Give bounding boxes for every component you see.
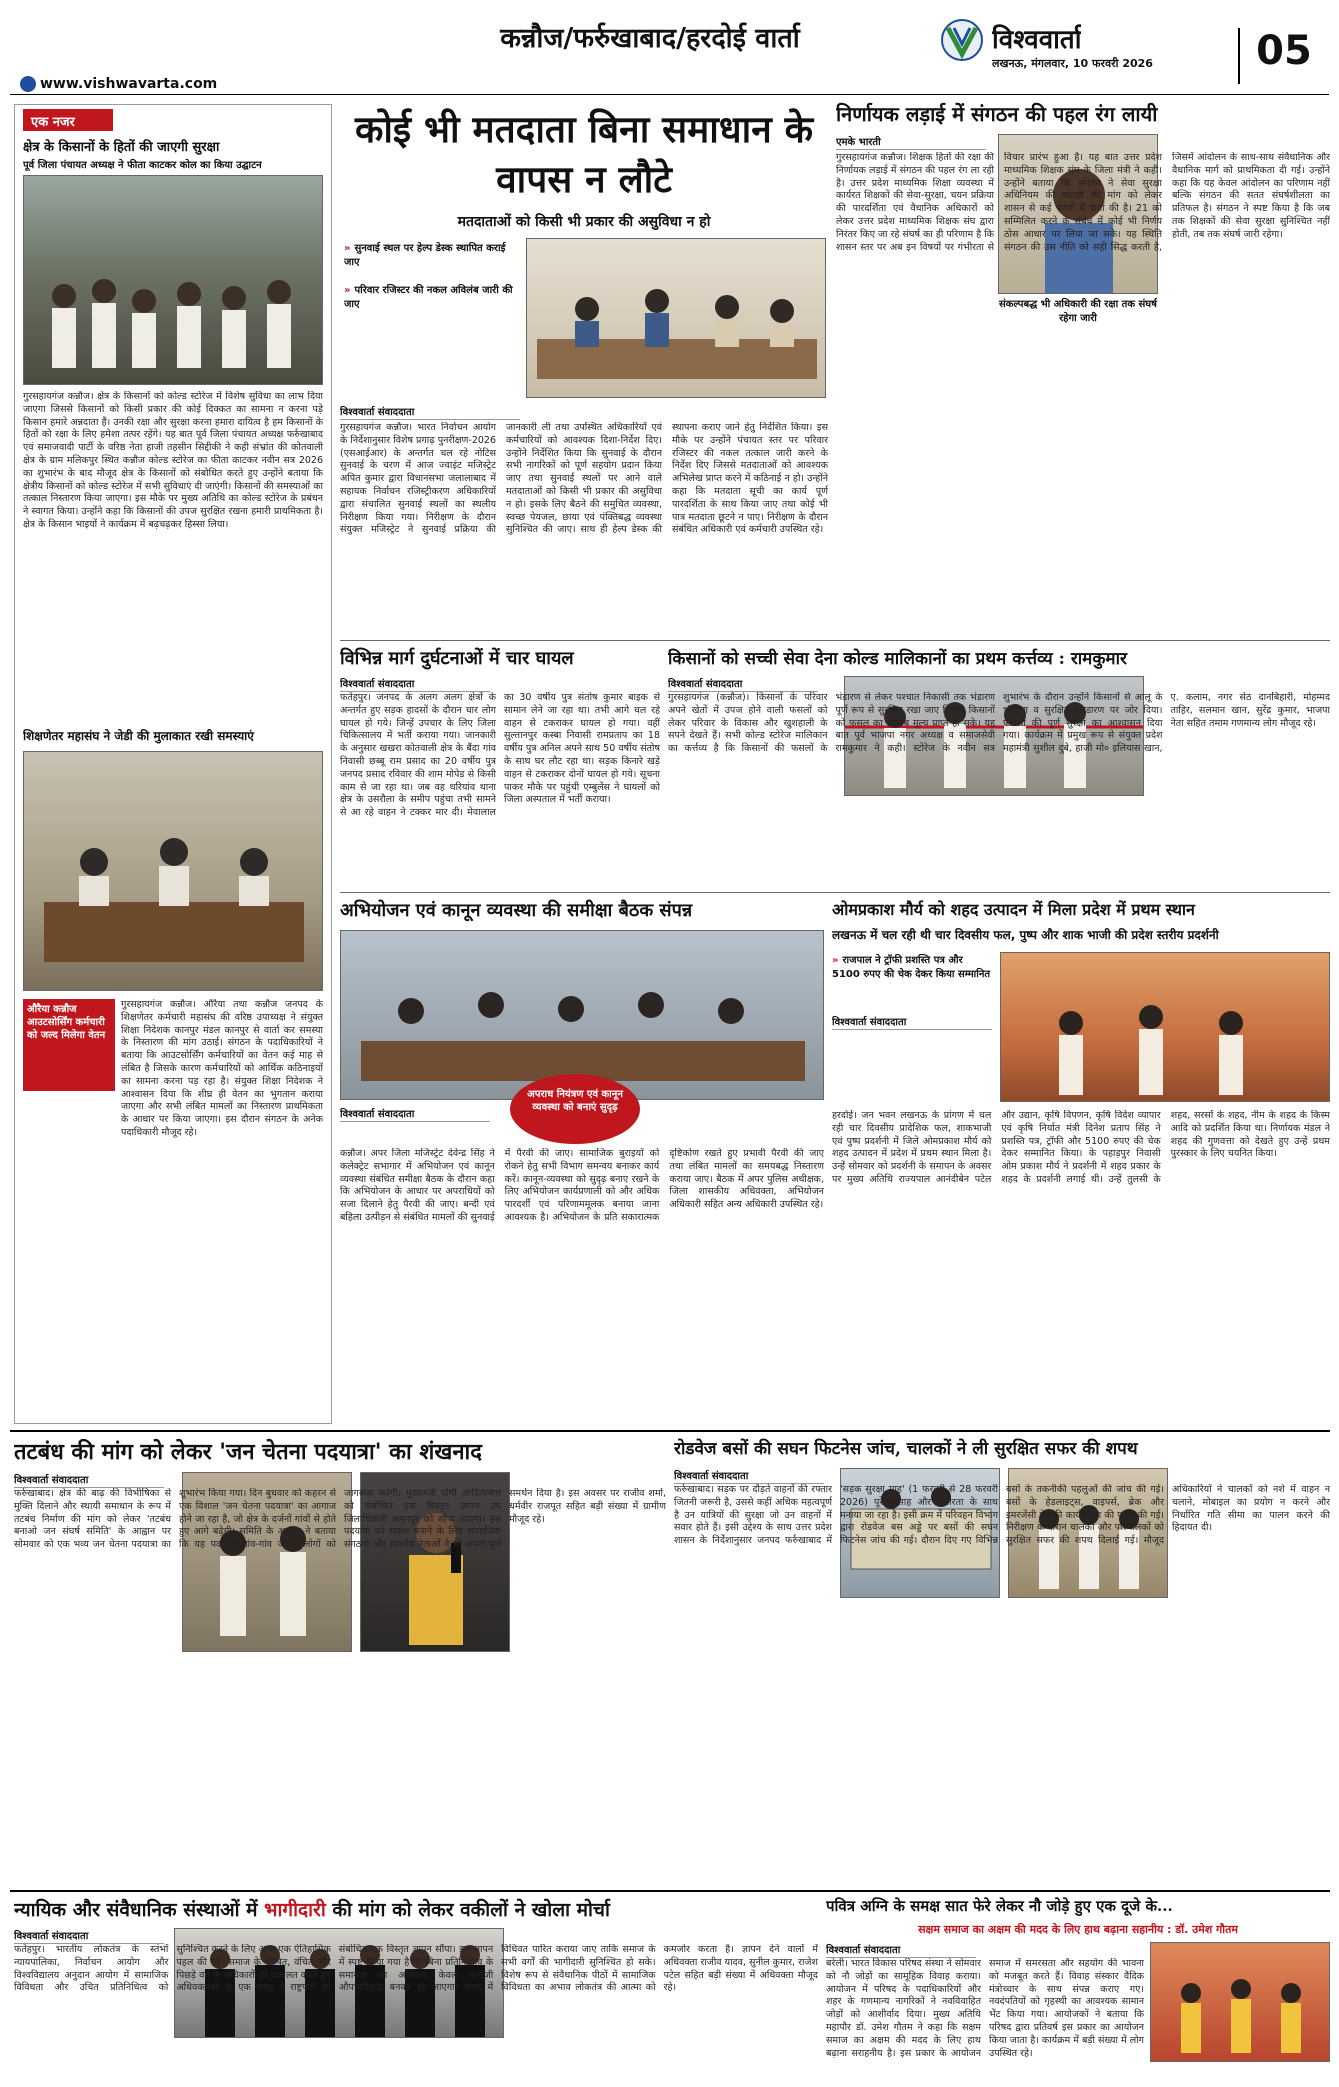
abhiyojan-badge: अपराध नियंत्रण एवं कानून व्यवस्था को बनाएं सुदृढ़ [510,1074,640,1144]
durghatna-body: फतेहपुर। जनपद के अलग अलग क्षेत्रों के अन्तर्गत हुए सड़क हादसों के दौरान चार लोग घायल हो गये। जिन्हें उपचार के लिए जिला चिकित्सालय में भर्ती कराया गया। जानकारी के अनुसार खखरा कोतवाली क्षेत्र के बैंदा गांव निवासी छब्बू राम प्रसाद का 20 वर्षीय पुत्र जनपद प्रसाद रविवार की शाम मोपेड से किसी काम से जा रहा था। जब वह थरियांव थाना क्षेत्र के उसरौला के समीप पहुंचा तभी सामने से आ रहे वाहन ने टक्कर मार दी। मेवालाल का 30 वर्षीय पुत्र संतोष कुमार बाइक से सामान लेने जा रहा था। तभी आगे चल रहे वाहन से टकराकर घायल हो गया। वहीं सुल्तानपुर कस्बा निवासी रामप्रताप का 18 वर्षीय पुत्र अनिल अपने साथ 50 वर्षीय संतोष के साथ घर लौट रहा था। सड़क किनारे खड़े वाहन से टकराकर दोनों घायल हो गये। सूचना पाकर मौके पर पहुंची एम्बुलेंस ने घायलों को जिला अस्पताल में भर्ती कराया। [340,692,660,819]
abhiyojan-byline: विश्ववार्ता संवाददाता [340,1106,490,1122]
tatbandh-byline: विश्ववार्ता संवाददाता [14,1472,164,1488]
lead-subhead: मतदाताओं को किसी भी प्रकार की असुविधा न हो [457,214,711,230]
page-number: 05 [1238,28,1328,84]
ek-nazar-headline: क्षेत्र के किसानों के हितों की जाएगी सुरक्षा [23,140,220,155]
ek-nazar-section [14,104,332,1424]
lead-headline: कोई भी मतदाता बिना समाधान के वापस न लौटे [354,107,814,201]
brand-name: विश्ववार्ता [992,25,1082,55]
nirnayak-body: गुरसहायगंज कन्नौज। शिक्षक हितों की रक्षा की निर्णायक लड़ाई में संगठन की पहल रंग ला रही है। उत्तर प्रदेश माध्यमिक शिक्षा व्यवस्था में कार्यरत शिक्षकों की सेवा-सुरक्षा, चयन प्रक्रिया की पारदर्शिता एवं वैधानिक अधिकारों को लेकर उत्तर प्रदेश माध्यमिक शिक्षक संघ द्वारा निरंतर किए जा रहे संघर्ष का ही परिणाम है कि शासन स्तर पर अब इन विषयों पर गंभीरता से विचार प्रारंभ हुआ है। यह बात उत्तर प्रदेश माध्यमिक शिक्षक संघ के जिला मंत्री ने कही। उन्होंने बताया कि संगठन ने सेवा सुरक्षा अधिनियम की बहाली की मांग को लेकर शासन से कई चरणों में वार्ता की है। 21 को सम्मिलित करने के संबंध में कोई भी निर्णय ठोस आधार पर लिया जा सके। यह स्थिति संगठन की उस नीति को सही सिद्ध करती है, जिसमें आंदोलन के साथ-साथ संवैधानिक और वैधानिक मार्ग को प्राथमिकता दी गई। उन्होंने कहा कि यह केवल आंदोलन का परिणाम नहीं बल्कि संगठन की सतत संघर्षशीलता का प्रतिफल है। संगठन ने स्पष्ट किया है कि जब तक शिक्षकों की सेवा सुरक्षा सुनिश्चित नहीं होती, तब तक संघर्ष जारी रहेगा। [836,152,1330,253]
row-rule-4 [10,1890,1330,1892]
pavitra-photo [1150,1942,1330,2062]
pavitra-headline: पवित्र अग्नि के समक्ष सात फेरे लेकर नौ जोड़े हुए एक दूजे के... [826,1897,1173,1915]
abhiyojan-headline: अभियोजन एवं कानून व्यवस्था की समीक्षा बैठक संपन्न [340,900,693,921]
roadways-byline: विश्ववार्ता संवाददाता [674,1468,824,1484]
vakil-body: फतेहपुर। भारतीय लोकतंत्र के स्तंभों न्यायपालिका, निर्वाचन आयोग और विश्वविद्यालय अनुदान आयोग में सामाजिक विविधता और उचित प्रतिनिधित्व को सुनिश्चित करने के लिए आज एक ऐतिहासिक पहल की गई। समाज के शोषित, वंचित और पिछड़े वर्ग के अधिकारों की वकालत करते हुए अधिवक्ताओं के एक समूह ने राष्ट्रपति को संबोधित एक विस्तृत ज्ञापन सौंपा। इस ज्ञापन में स्पष्ट किया गया है कि बिना प्रतिनिधित्व के समानता का अधिकार केवल कागजी औपचारिकता बनकर रह जाएगा। संसद में विधिवत पारित कराया जाए ताकि समाज के सभी वर्गों की भागीदारी सुनिश्चित हो सके। विशेष रूप से संवैधानिक पीठों में सामाजिक विविधता का अभाव लोकतंत्र की आत्मा को कमजोर करता है। ज्ञापन देने वालों में अधिवक्ता राजीव यादव, सुनील कुमार, राजेश पटेल सहित बड़ी संख्या में अधिवक्ता मौजूद रहे। [14,1944,818,1994]
vakil-byline: विश्ववार्ता संवाददाता [14,1928,164,1944]
vakil-story [14,1896,818,2082]
lead-bullet-2: » परिवार रजिस्टर की नकल अविलंब जारी की जाए [344,284,520,312]
header-rule [10,94,1329,95]
lead-photo [526,238,826,398]
page-title: कन्नौज/फर्रुखाबाद/हरदोई वार्ता [500,23,800,54]
pavitra-subhead: सक्षम समाज का अक्षम की मदद के लिए हाथ बढ़ाना सहानीय : डॉ. उमेश गौतम [918,1923,1238,1936]
lead-bullet-1: » सुनवाई स्थल पर हेल्प डेस्क स्थापित कराई जाए [344,242,520,270]
ek-nazar-body-2: गुरसहायगंज कन्नौज। औरैया तथा कन्नौज जनपद के शिक्षणेतर कर्मचारी महासंघ की वरिष्ठ उपाध्यक्ष ने संयुक्त शिक्षा निदेशक कानपुर मंडल कानपुर से वार्ता कर समस्या के निस्तारण की मांग उठाई। संगठन के पदाधिकारियों ने बताया कि आउटसोर्सिंग कर्मचारियों का वेतन कई माह से लंबित है जिसके कारण कर्मचारियों को आर्थिक कठिनाइयों का सामना करना पड़ रहा है। संयुक्त शिक्षा निदेशक ने आश्वासन दिया कि शीघ्र ही वेतन का भुगतान कराया जाएगा और सभी लंबित मामलों का निस्तारण प्राथमिकता के आधार पर किया जाएगा। इस दौरान संगठन के अनेक पदाधिकारी मौजूद रहे। [121,999,323,1138]
kisan-seva-byline: विश्ववार्ता संवाददाता [668,676,818,692]
website-url[interactable]: www.vishwavarta.com [40,76,218,92]
row-rule-1 [340,640,1330,641]
ek-nazar-headline-2: शिक्षणेतर महासंघ ने जेडी की मुलाकात रखी समस्याएं [23,729,254,743]
tatbandh-story [14,1436,666,1886]
nirnayak-headline: निर्णायक लड़ाई में संगठन की पहल रंग लायी [836,102,1158,126]
durghatna-story [340,646,660,890]
shahad-headline: ओमप्रकाश मौर्य को शहद उत्पादन में मिला प्रदेश में प्रथम स्थान [832,900,1195,919]
row-rule-3 [10,1430,1330,1432]
roadways-story [674,1436,1330,1886]
roadways-body: फर्रुखाबाद। सड़क पर दौड़ते वाहनों की रफ्तार जितनी जरूरी है, उससे कहीं अधिक महत्वपूर्ण है उन यात्रियों की सुरक्षा जो उन वाहनों में सवार होते हैं। इसी उद्देश्य के साथ उत्तर प्रदेश शासन के निर्देशानुसार जनपद फर्रुखाबाद में 'सड़क सुरक्षा माह' (1 फरवरी से 28 फरवरी 2026) पूरे उत्साह और गंभीरता के साथ मनाया जा रहा है। इसी क्रम में परिवहन विभाग द्वारा रोडवेज बस अड्डे पर बसों की सघन फिटनेस जांच की गई। दौरान दिए गए विभिन्न बसों के तकनीकी पहलुओं की जांच की गई। बसों के हेडलाइट्स, वाइपर्स, ब्रेक और इमरजेंसी गेट की कार्यक्षमता की परख की गई। निरीक्षण के दौरान चालकों और परिचालकों को सुरक्षित सफर की शपथ दिलाई गई। मौजूद अधिकारियों ने चालकों को नशे में वाहन न चलाने, मोबाइल का प्रयोग न करने और निर्धारित गति सीमा का पालन करने की हिदायत दी। [674,1484,1330,1547]
nirnayak-byline: एमके भारती [836,134,986,150]
kisan-seva-body: गुरसहायगंज (कन्नौज)। किसानों के परिवार अपने खेतों में उपज होने वाली फसलों को लेकर परिवार के विकास और खुशहाली के सपने देखते हैं। सभी कोल्ड स्टोरेज मालिकान का कर्त्तव्य है कि किसानों की फसलों के भंडारण से लेकर पश्चात निकासी तक भंडारण पूर्ण रूप से सुरक्षित रखा जाए जिससे किसानों को फसल का वाजिब मूल्य प्राप्त हो सके। यह बात पूर्व भाजपा नगर अध्यक्ष व समाजसेवी रामकुमार ने कही। स्टोरेज के नवीन सत्र शुभारंभ के दौरान उन्होंने किसानों से आलू के भंडारण व सुरक्षित भण्डारण पर जोर दिया। फसलों की पूर्ण सुरक्षा का आश्वासन दिया गया। कार्यक्रम में प्रमुख रूप से संयुक्त प्रदेश महामंत्री सुशील दुबे, हाजी मो० इलियास खान, ए. कलाम, नगर सेठ दानबिहारी, मोहम्मद ताहिर, सलमान खान, सुरेंद्र कुमार, भाजपा नेता सहित तमाम गणमान्य लोग मौजूद रहे। [668,692,1330,755]
meeting-photo [23,751,323,991]
abhiyojan-story [340,898,824,1424]
shahad-photo [1000,952,1330,1102]
pavitra-body: बरेली। भारत विकास परिषद संस्था ने सोमवार को नौ जोड़ों का सामूहिक विवाह कराया। आयोजन में परिषद के पदाधिकारियों और शहर के गणमान्य नागरिकों ने नवविवाहित जोड़ों को आशीर्वाद दिया। मुख्य अतिथि महापौर डॉ. उमेश गौतम ने कहा कि सक्षम समाज का अक्षम की मदद के लिए हाथ बढ़ाना सराहनीय है। इस प्रकार के आयोजन समाज में समरसता और सहयोग की भावना को मजबूत करते हैं। विवाह संस्कार वैदिक मंत्रोच्चार के साथ संपन्न कराए गए। नवदंपतियों को गृहस्थी का आवश्यक सामान भेंट किया गया। आयोजकों ने बताया कि परिषद द्वारा प्रतिवर्ष इस प्रकार का आयोजन किया जाता है। कार्यक्रम में बड़ी संख्या में लोग उपस्थित रहे। [826,1958,1144,2059]
kisan-seva-headline: किसानों को सच्ची सेवा देना कोल्ड मालिकानों का प्रथम कर्त्तव्य : रामकुमार [668,649,1127,669]
pavitra-story [826,1896,1330,2082]
vakil-headline [14,1896,818,1922]
shahad-bullet: » राजपाल ने ट्रॉफी प्रशस्ति पत्र और 5100 रुपए की चेक देकर किया सम्मानित [832,954,992,982]
tatbandh-headline: तटबंध की मांग को लेकर 'जन चेतना पदयात्रा' का शंखनाद [14,1439,482,1465]
shahad-byline: विश्ववार्ता संवाददाता [832,1014,992,1030]
nirnayak-caption: संकल्पबद्ध भी अधिकारी की रक्षा तक संघर्ष रहेगा जारी [999,299,1157,324]
ek-nazar-body: गुरसहायगंज कन्नौज। क्षेत्र के किसानों को कोल्ड स्टोरेज में विशेष सुविधा का लाभ दिया जाएगा जिससे किसानों को किसी प्रकार की कोई दिक्कत का सामना न करना पड़े किसान हमारे अन्नदाता हैं। उनकी रक्षा और सुरक्षा करना हमारा दायित्व है हम किसानों के हितों को रक्षा के लिए हमेशा तत्पर रहेंगे। यह बात पूर्व जिला पंचायत अध्यक्ष फर्रुखाबाद एवं समाजवादी पार्टी के वरिष्ठ नेता हाजी तहसीन सिद्दीकी ने कही संभ्रांत की कोतवाली क्षेत्र के ग्राम मलिकपुर स्थित कन्नौज कोल्ड स्टोरेज का फीता काटकर नवीन सत्र 2026 का शुभारंभ के बाद मौजूद क्षेत्र के किसानों को संबोधित करते हुए उन्होंने बताया कि क्षेत्रीय किसानों को कोल्ड स्टोरेज में सभी सुविधाएं दी जाएंगी। किसानों की समस्याओं का तत्काल निस्तारण किया जाएगा। इस मौके पर मुख्य अतिथि का कोल्ड स्टोरेज के प्रबंधन ने स्वागत किया। उन्होंने कहा कि किसानों की उपज सुरक्षित रखना हमारी प्राथमिकता है। क्षेत्र के किसान भाइयों ने कार्यक्रम में बढ़चढ़कर हिस्सा लिया। [23,391,323,530]
masthead [0,0,1339,95]
durghatna-byline: विश्ववार्ता संवाददाता [340,676,490,692]
farmers-photo [23,175,323,385]
lead-byline: विश्ववार्ता संवाददाता [340,404,520,420]
nirnayak-story [836,100,1330,640]
tatbandh-body: फर्रुखाबाद। क्षेत्र की बाढ़ की विभीषिका से मुक्ति दिलाने और स्थायी समाधान के रूप में तटबंध निर्माण की मांग को लेकर 'तटबंध बनाओ जन संघर्ष समिति' के आह्वान पर सोमवार को एक भव्य जन चेतना पदयात्रा का शुभारंभ किया गया। दिन बुधवार को कहरन से एक विशाल 'जन चेतना पदयात्रा' का आगाज होने जा रहा है, जो क्षेत्र के दर्जनों गांवों से होते हुए आगे बढ़ेगी। समिति के अध्यक्ष ने बताया कि यह पदयात्रा गांव-गांव जाकर लोगों को जागरूक करेगी। मुख्यमंत्री योगी आदित्यनाथ को संबोधित एक विस्तृत ज्ञापन उप जिलाधिकारी अमृतपुर को सौंपा जाएगा। इस पदयात्रा को सफल बनाने के लिए सामाजिक संगठनों और स्थानीय नेताओं ने भी अपना पूर्ण समर्थन दिया है। इस अवसर पर राजीव शर्मा, धर्मवीर राजपूत सहित बड़ी संख्या में ग्रामीण मौजूद रहे। [14,1488,666,1551]
shahad-story [832,898,1330,1424]
vakil-headline-part-1: न्यायिक और संवैधानिक संस्थाओं में [14,1899,265,1921]
outsourcing-box: औरैया कन्नौज आउटसोर्सिंग कर्मचारी को जल्द मिलेगा वेतन [23,999,115,1091]
shahad-body: हरदोई। जन भवन लखनऊ के प्रांगण में चल रही चार दिवसीय प्रादेशिक फल, शाकभाजी एवं पुष्प प्रदर्शनी में जिले ओमप्रकाश मौर्य को शहद उत्पादन में प्रदेश में प्रथम स्थान मिला है। उन्हें सोमवार को प्रदर्शनी के समापन के अवसर पर मुख्य अतिथि राज्यपाल आनंदीबेन पटेल और उद्यान, कृषि विपणन, कृषि विदेश व्यापार एवं कृषि निर्यात मंत्री दिनेश प्रताप सिंह ने प्रशस्ति पत्र, ट्रॉफी और 5100 रुपए की चेक देकर सम्मानित किया। के पहाड़पुर निवासी ओम प्रकाश मौर्य ने प्रदर्शनी में शहद प्रकार के शहद के प्रदर्शनी लगाई थी। उन्हें तुलसी के शहद, सरसों के शहद, नीम के शहद के किस्म आदि को प्रदर्शित किया था। निर्णायक मंडल ने शहद की गुणवत्ता को देखते हुए उन्हें प्रथम पुरस्कार के लिए चयनित किया। [832,1110,1330,1185]
dateline: लखनऊ, मंगलवार, 10 फरवरी 2026 [992,57,1153,70]
roadways-headline: रोडवेज बसों की सघन फिटनेस जांच, चालकों ने ली सुरक्षित सफर की शपथ [674,1439,1138,1459]
pavitra-byline: विश्ववार्ता संवाददाता [826,1942,976,1958]
ek-nazar-label: एक नजर [23,109,113,131]
lead-story [340,104,828,644]
shahad-subhead: लखनऊ में चल रही थी चार दिवसीय फल, पुष्प और शाक भाजी की प्रदेश स्तरीय प्रदर्शनी [832,928,1219,942]
durghatna-headline: विभिन्न मार्ग दुर्घटनाओं में चार घायल [340,648,574,669]
vakil-headline-highlight: भागीदारी [264,1899,326,1921]
kisan-seva-story [668,646,1330,890]
lead-body: गुरसहायगंज कन्नौज। भारत निर्वाचन आयोग के निर्देशानुसार विशेष प्रगाढ़ पुनरीक्षण-2026 (एसआईआर) के अन्तर्गत चल रहे नोटिस सुनवाई के चरण में आज ज्वाइंट मजिस्ट्रेट अपित कुमार द्वारा विधानसभा जलालाबाद में सहायक निर्वाचन रजिस्ट्रीकरण अधिकारियों द्वारा संचालित सुनवाई स्थलों का स्थलीय निरीक्षण किया गया। निरीक्षण के दौरान संयुक्त मजिस्ट्रेट ने सुनवाई प्रक्रिया की जानकारी ली तथा उपस्थित अधिकारियों एवं कर्मचारियों को आवश्यक दिशा-निर्देश दिए। उन्होंने निर्देशित किया कि सुनवाई के दौरान सभी नागरिकों को पूर्ण सहयोग प्रदान किया जाए तथा सुनवाई स्थलों पर आने वाले मतदाताओं को किसी भी प्रकार की असुविधा न हो। इसके लिए बैठने की समुचित व्यवस्था, स्वच्छ पेयजल, छाया एवं पंक्तिबद्ध व्यवस्था सुनिश्चित की जाए। साथ ही हेल्प डेस्क की स्थापना कराए जाने हेतु निर्देशित किया। इस मौके पर उन्होंने पंचायत स्तर पर परिवार रजिस्टर की नकल तत्काल जारी करने के निर्देश दिए जिससे मतदाताओं को आवश्यक अभिलेख प्राप्त करने में कठिनाई न हो। उन्होंने कहा कि मतदाता सूची का कार्य पूर्ण पारदर्शिता के साथ किया जाए तथा कोई भी पात्र मतदाता छूटने न पाए। निरीक्षण के दौरान संबंधित अधिकारी एवं कर्मचारी उपस्थित रहे। [340,422,828,536]
globe-icon [20,76,36,92]
brand-logo-icon [940,18,984,62]
row-rule-2 [340,892,1330,893]
abhiyojan-body: कन्नौज। अपर जिला मजिस्ट्रेट देवेन्द्र सिंह ने कलेक्ट्रेट सभागार में अभियोजन एवं कानून व्यवस्था संबंधित समीक्षा बैठक के दौरान कहा कि अभियोजन के आधार पर अपराधियों को सजा दिलाने हेतु पैरवी की जाए। बन्दी एवं बहिला उत्पीड़न से संबंधित मामलों की सुनवाई में पैरवी की जाए। सामाजिक बुराइयों को रोकने हेतु सभी विभाग समन्वय बनाकर कार्य करें। कानून-व्यवस्था को सुदृढ़ बनाए रखने के लिए अभियोजन कार्यप्रणाली को और अधिक पारदर्शी एवं परिणाममूलक बनाया जाना आवश्यक है। अभियोजन के प्रति सकारात्मक दृष्टिकोण रखते हुए प्रभावी पैरवी की जाए तथा लंबित मामलों का समयबद्ध निस्तारण कराया जाए। बैठक में अपर पुलिस अधीक्षक, जिला शासकीय अधिवक्ता, अभियोजन अधिकारी सहित अन्य अधिकारी उपस्थित रहे। [340,1148,824,1223]
vakil-headline-part-3: की मांग को लेकर वकीलों ने खोला मोर्चा [325,1899,610,1921]
ek-nazar-subhead: पूर्व जिला पंचायत अध्यक्ष ने फीता काटकर कोल का किया उद्घाटन [23,160,262,171]
